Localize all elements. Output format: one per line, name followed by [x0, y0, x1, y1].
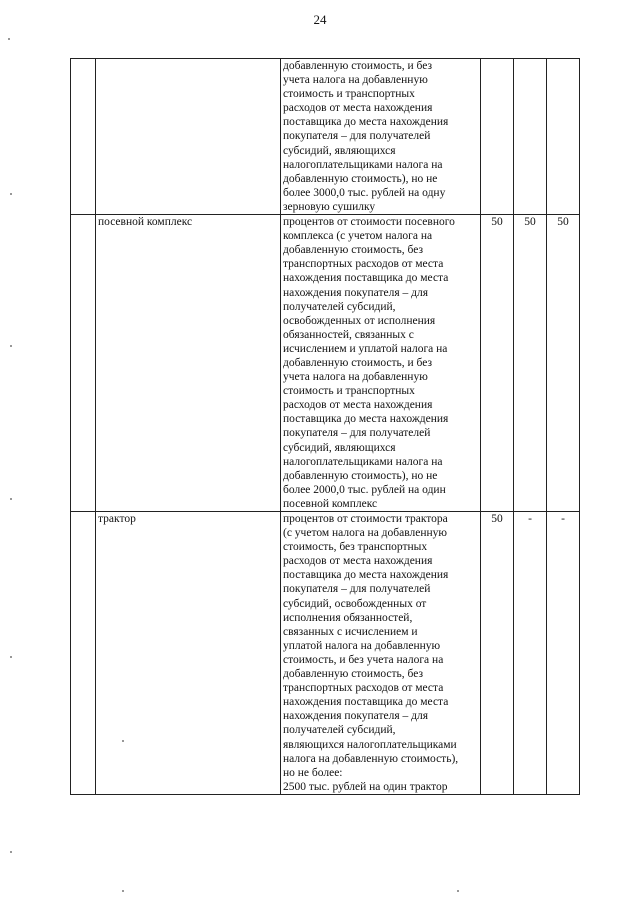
description-line: более 2000,0 тыс. рублей на один — [283, 483, 446, 496]
description-line: исполнения обязанностей, — [283, 611, 413, 624]
subsidy-rates-table — [70, 58, 580, 795]
description-line: расходов от места нахождения — [283, 399, 433, 412]
description-line: комплекса (с учетом налога на — [283, 230, 433, 243]
description-line: но не более: — [283, 766, 343, 779]
description-line: стоимость, без транспортных — [283, 541, 428, 554]
description-line: стоимость и транспортных — [283, 385, 415, 398]
equipment-name-cell: трактор — [96, 512, 281, 795]
description-line: покупателя – для получателей — [283, 130, 431, 143]
description-line: исчислением и уплатой налога на — [283, 342, 448, 355]
description-line: стоимость и транспортных — [283, 88, 415, 101]
description-line: связанных с исчислением и — [283, 625, 418, 638]
description-line: более 3000,0 тыс. рублей на одну — [283, 186, 446, 199]
description-line: поставщика до места нахождения — [283, 569, 449, 582]
rate-value-cell-2 — [514, 59, 547, 215]
description-line: налогоплательщиками налога на — [283, 455, 443, 468]
description-line: поставщика до места нахождения — [283, 116, 449, 129]
description-line: нахождения поставщика до места — [283, 696, 449, 709]
description-line: покупателя – для получателей — [283, 427, 431, 440]
description-line: получателей субсидий, — [283, 300, 396, 313]
subsidy-description-cell — [281, 512, 481, 795]
description-line: процентов от стоимости посевного — [283, 216, 455, 229]
description-line: нахождения поставщика до места — [283, 272, 449, 285]
description-line: добавленную стоимость, и без — [283, 356, 433, 369]
description-line: получателей субсидий, — [283, 724, 396, 737]
rate-value-cell-2: - — [514, 512, 547, 795]
rate-value-cell-1: 50 — [481, 512, 514, 795]
description-line: покупателя – для получателей — [283, 583, 431, 596]
scan-speck — [10, 345, 12, 347]
table-row — [71, 512, 580, 795]
scan-speck — [122, 890, 124, 892]
description-line: посевной комплекс — [283, 497, 378, 510]
description-line: поставщика до места нахождения — [283, 413, 449, 426]
scan-speck — [457, 890, 459, 892]
table-row — [71, 59, 580, 215]
equipment-name-cell: посевной комплекс — [96, 215, 281, 512]
scan-speck — [10, 193, 12, 195]
description-line: нахождения покупателя – для — [283, 710, 428, 723]
description-line: добавленную стоимость), но не — [283, 172, 438, 185]
description-line: (с учетом налога на добавленную — [283, 527, 448, 540]
subsidy-description-cell — [281, 59, 481, 215]
subsidy-description-cell — [281, 215, 481, 512]
description-line: транспортных расходов от места — [283, 682, 444, 695]
description-line: 2500 тыс. рублей на один трактор — [283, 780, 448, 793]
description-line: расходов от места нахождения — [283, 102, 433, 115]
description-line: транспортных расходов от места — [283, 258, 444, 271]
scan-speck — [122, 740, 124, 742]
description-line: зерновую сушилку — [283, 200, 376, 213]
description-line: учета налога на добавленную — [283, 371, 428, 384]
scan-speck — [10, 656, 12, 658]
description-line: процентов от стоимости трактора — [283, 513, 448, 525]
rate-value-cell-2: 50 — [514, 215, 547, 512]
description-line: субсидий, являющихся — [283, 441, 396, 454]
scan-speck — [10, 851, 12, 853]
description-line: являющихся налогоплательщиками — [283, 738, 457, 751]
page-number: 24 — [313, 12, 327, 27]
row-number-cell — [71, 512, 96, 795]
rate-value-cell-3: - — [547, 512, 580, 795]
description-line: субсидий, являющихся — [283, 144, 396, 157]
description-line: добавленную стоимость, без — [283, 244, 424, 257]
description-line: стоимость, и без учета налога на — [283, 653, 444, 666]
scan-speck — [8, 38, 10, 40]
rate-value-cell-3 — [547, 59, 580, 215]
equipment-name-cell — [96, 59, 281, 215]
description-line: расходов от места нахождения — [283, 555, 433, 568]
description-line: налога на добавленную стоимость), — [283, 752, 459, 765]
table-row — [71, 215, 580, 512]
description-line: добавленную стоимость, без — [283, 668, 424, 681]
description-line: учета налога на добавленную — [283, 74, 428, 87]
row-number-cell — [71, 215, 96, 512]
description-line: субсидий, освобожденных от — [283, 597, 427, 610]
description-line: освобожденных от исполнения — [283, 314, 436, 327]
description-line: налогоплательщиками налога на — [283, 158, 443, 171]
description-line: обязанностей, связанных с — [283, 328, 414, 341]
description-line: уплатой налога на добавленную — [283, 639, 441, 652]
rate-value-cell-1: 50 — [481, 215, 514, 512]
scan-speck — [10, 498, 12, 500]
description-line: нахождения покупателя – для — [283, 286, 428, 299]
row-number-cell — [71, 59, 96, 215]
description-line: добавленную стоимость, и без — [283, 60, 433, 72]
rate-value-cell-1 — [481, 59, 514, 215]
description-line: добавленную стоимость), но не — [283, 469, 438, 482]
rate-value-cell-3: 50 — [547, 215, 580, 512]
